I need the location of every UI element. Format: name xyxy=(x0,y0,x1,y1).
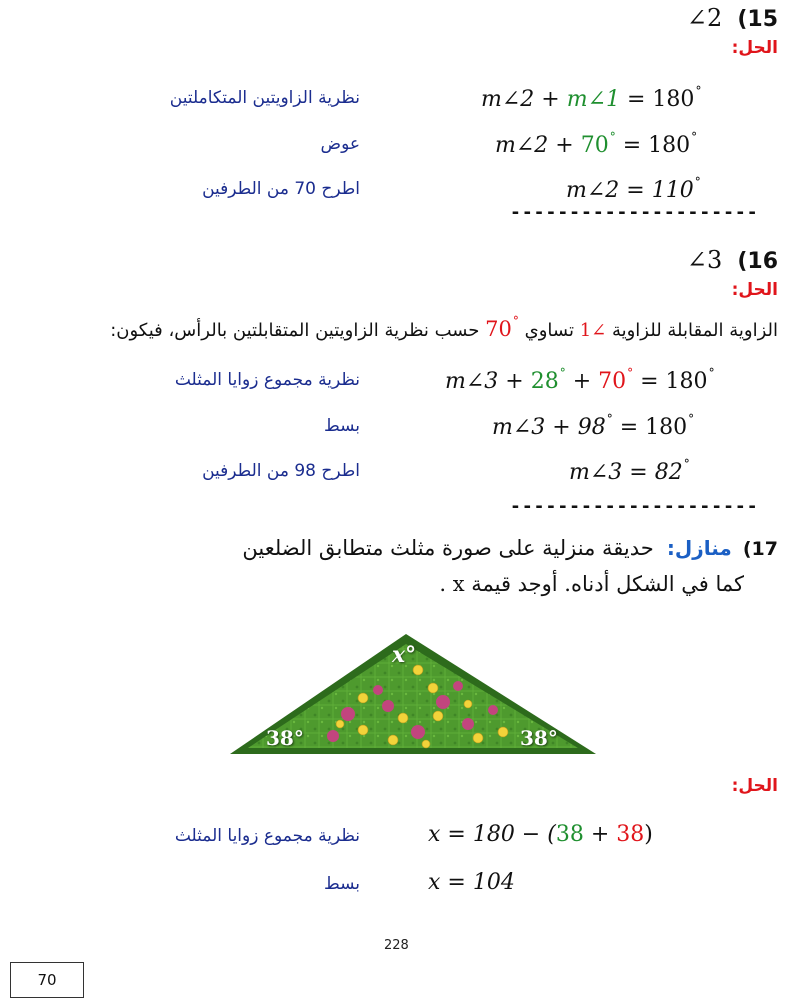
q16-reason-1: نظرية مجموع زوايا المثلث xyxy=(174,370,360,390)
figure-label-top: x° xyxy=(392,642,417,668)
q17-label: منازل: xyxy=(666,536,732,560)
q15-equation-3: m∠2 = 110° xyxy=(566,175,701,203)
q15-reason-2: عوض xyxy=(320,134,360,154)
q16-separator: --------------------- xyxy=(510,496,759,517)
q16-equation-1: m∠3 + 28° + 70° = 180° xyxy=(445,366,715,394)
q16-equation-3: m∠3 = 82° xyxy=(569,457,690,485)
q15-reason-3: اطرح 70 من الطرفين xyxy=(202,179,360,199)
q15-header xyxy=(687,4,778,32)
q16-reason-2: بسط xyxy=(323,416,360,436)
q15-equation-2: m∠2 + 70° = 180° xyxy=(495,130,698,158)
figure-label-left: 38° xyxy=(266,726,304,750)
q16-angle: ∠3 xyxy=(686,246,723,274)
q15-solution-label: الحل: xyxy=(731,38,778,58)
q15-separator: --------------------- xyxy=(510,202,759,223)
q17-text-2: كما في الشكل أدناه. أوجد قيمة x . xyxy=(439,572,744,596)
q15-number: (15 xyxy=(737,7,778,32)
q16-number: (16 xyxy=(737,249,778,274)
q16-intro: الزاوية المقابلة للزاوية ∠1 تساوي °70 حسب نظرية الزاويتين المتقابلتين بالرأس، فيكون: xyxy=(110,314,778,341)
q15-angle: ∠2 xyxy=(686,4,723,32)
q16-equation-2: m∠3 + 98° = 180° xyxy=(492,412,695,440)
q17-solution-label: الحل: xyxy=(731,776,778,796)
q16-reason-3: اطرح 98 من الطرفين xyxy=(202,461,360,481)
q16-solution-label: الحل: xyxy=(731,280,778,300)
q17-text-1: حديقة منزلية على صورة مثلث متطابق الضلعين xyxy=(242,536,654,560)
q17-line-1 xyxy=(242,536,778,560)
q15-equation-1: m∠2 + m∠1 = 180° xyxy=(481,84,702,112)
q17-reason-1: نظرية مجموع زوايا المثلث xyxy=(174,826,360,846)
q17-equation-1: x = 180 − (38 + 38) xyxy=(428,822,653,847)
page-number: 228 xyxy=(384,938,409,953)
q17-equation-2: x = 104 xyxy=(428,870,515,895)
q17-number: 17) xyxy=(742,538,778,560)
chapter-page-box: 70 xyxy=(10,962,84,998)
figure-label-right: 38° xyxy=(520,726,558,750)
q15-reason-1: نظرية الزاويتين المتكاملتين xyxy=(169,88,360,108)
garden-triangle-figure xyxy=(228,628,598,758)
q17-reason-2: بسط xyxy=(323,874,360,894)
q16-header xyxy=(687,246,778,274)
